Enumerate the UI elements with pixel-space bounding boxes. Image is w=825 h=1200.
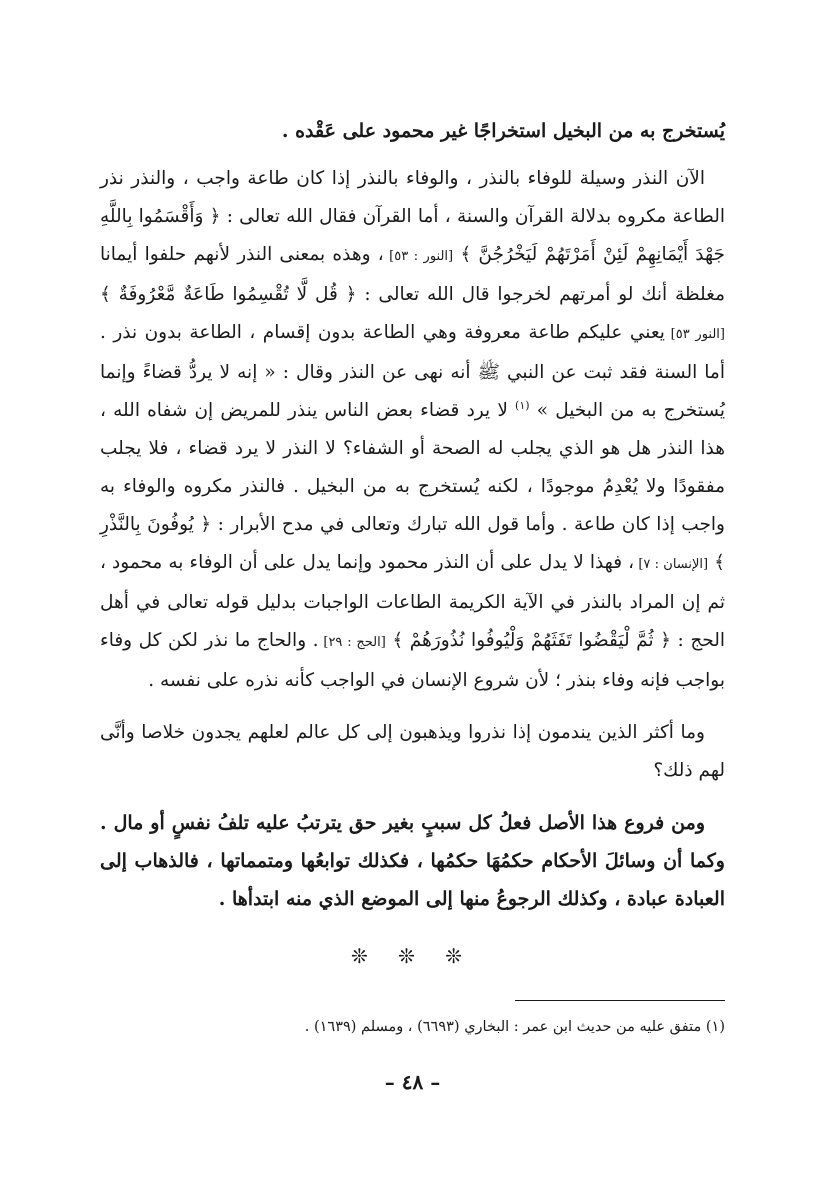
page-number: – ٤٨ – [384, 1070, 441, 1094]
verse-reference: [النور ٥٣] [664, 327, 725, 342]
paragraph-regret: وما أكثر الذين يندمون إذا نذروا ويذهبون إلى كل عالم لعلهم يجدون خلاصا وأنَّى لهم ذلك؟ [100, 722, 725, 781]
quran-verse: ﴿ قُل لَّا تُقْسِمُوا طَاعَةٌ مَّعْرُوفَةٌ ﴾ [100, 284, 357, 305]
text-segment: الآن النذر وسيلة للوفاء بالنذر ، والوفاء بالنذر إذا كان طاعة واجب ، والنذر نذر الطاعة مكروه بدلالة القرآن والسنة ، أما القرآن فقال الله تعالى : [100, 168, 725, 227]
footnote-divider [515, 1000, 725, 1001]
verse-reference: [النور : ٥٣] [383, 249, 454, 264]
section-separator: ❊ ❊ ❊ [351, 944, 474, 968]
verse-reference: [الحج : ٢٩] [318, 635, 386, 650]
verse-reference: [الإنسان : ٧] [634, 557, 709, 572]
quran-verse: ﴿ وَأَقْسَمُوا بِاللَّهِ جَهْدَ أَيْمَانِهِمْ لَئِنْ أَمَرْتَهُمْ لَيَخْرُجُنَّ ﴾ [100, 206, 725, 265]
text-segment: ، وهذه بمعنى النذر لأنهم حلفوا أيمانا مغلظة أنك لو أمرتهم لخرجوا قال الله تعالى : [100, 244, 725, 305]
paragraph-nadhr-discussion [100, 160, 725, 700]
paragraph-principle-branch: ومن فروع هذا الأصل فعلُ كل سببٍ بغير حق يترتبُ عليه تلفُ نفسٍ أو مال . وكما أن وسائلَ الأحكام حكمُهَا حكمُها ، فكذلك توابعُها ومتمماتها ، فالذهاب إلى العبادة عبادة ، وكذلك الرجوعُ منها إلى الموضع الذي منه ابتدأها . [100, 812, 725, 910]
footnote-marker[interactable]: (١) [515, 398, 530, 412]
text-segment: ، فهذا لا يدل على أن النذر محمود وإنما يدل على أن الوفاء به محمود ، ثم إن المراد بالنذر في الآية الكريمة الطاعات الواجبات بدليل قوله تعالى في أهل الحج : [100, 552, 725, 651]
quran-verse: ﴿ ثُمَّ لْيَقْضُوا تَفَثَهُمْ وَلْيُوفُوا نُذُورَهُمْ ﴾ [392, 630, 672, 651]
text-segment: لا يرد قضاء بعض الناس ينذر للمريض إن شفاه الله ، هذا النذر هل هو الذي يجلب له الصحة أو الشفاء؟ لا النذر لا يرد قضاء ، فلا يجلب مفقودًا ولا يُعْدِمُ موجودًا ، لكنه يُستخرج به من البخيل . فالنذر مكروه والوفاء به واجب إذا كان طاعة . وأما قول الله تبارك وتعالى في مدح الأبرار : [100, 400, 725, 535]
text-segment: يعني عليكم طاعة معروفة وهي الطاعة بدون إقسام ، الطاعة بدون نذر . أما السنة فقد ثبت عن النبي ﷺ أنه نهى عن النذر وقال : « إنه لا يردُّ قضاءً وإنما يُستخرج به من البخيل » [100, 322, 725, 421]
text-segment: . والحاج ما نذر لكن كل وفاء بواجب فإنه وفاء بنذر ؛ لأن شروع الإنسان في الواجب كأنه نذره على نفسه . [100, 630, 725, 691]
footnote: (١) متفق عليه من حديث ابن عمر : البخاري (٦٦٩٣) ، ومسلم (١٦٣٩) . [304, 1019, 725, 1035]
quran-verse: ﴿ يُوفُونَ بِالنَّذْرِ ﴾ [100, 514, 725, 573]
paragraph-intro: يُستخرج به من البخيل استخراجًا غير محمود على عَقْده . [281, 120, 725, 142]
